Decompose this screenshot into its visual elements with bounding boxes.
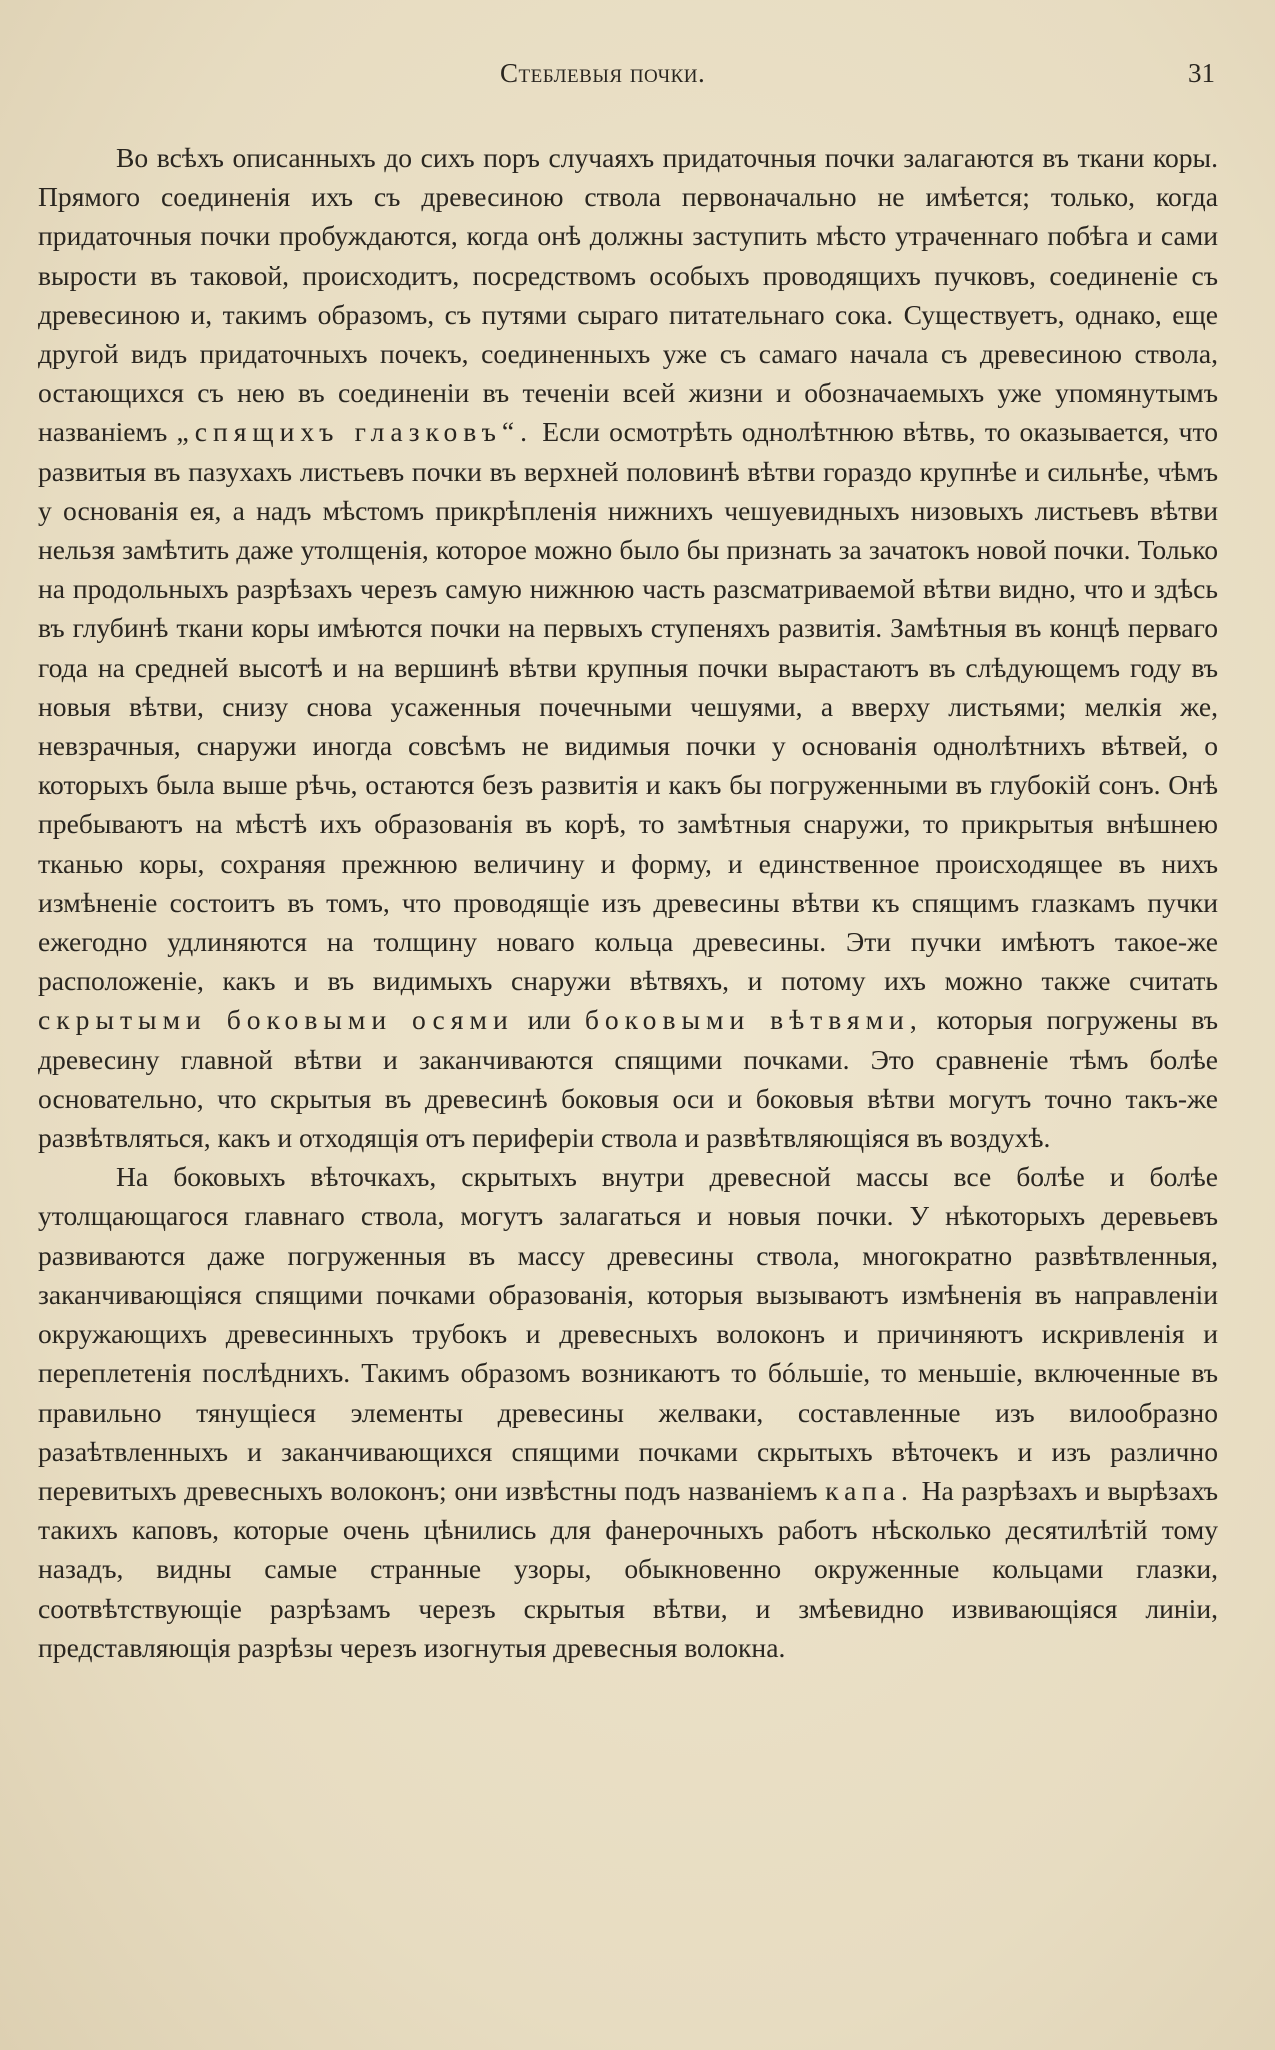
spaced-term-spyashchikh-glazkov: „спящихъ глазковъ“. (176, 416, 534, 448)
spaced-term-kapa: капа. (825, 1474, 914, 1506)
running-title: Стеблевыя почки. (500, 58, 706, 88)
text-segment: Во всѣхъ описанныхъ до сихъ поръ случаяхъ придаточныя почки залагаются въ ткани коры. Прямого соединенія ихъ съ древесиною ствола первоначально не имѣется; только, когда придаточныя почки пробуждаются, когда онѣ должны заступить мѣсто утраченнаго побѣга и сами вырости въ таковой, происходитъ, посредствомъ особыхъ проводящихъ пучковъ, соединеніе съ древесиною и, такимъ образомъ, съ путями сыраго питательнаго сока. Существуетъ, однако, еще другой видъ придаточныхъ почекъ, соединенныхъ уже съ самаго начала съ древесиною ствола, остающихся съ нею въ соединеніи въ теченіи всей жизни и обозначаемыхъ уже упомянутымъ названіемъ (38, 142, 1218, 448)
spaced-term-bokovye-vetvi: боковыми вѣтвями, (584, 1004, 923, 1036)
text-segment: На разрѣзахъ и вырѣзахъ такихъ каповъ, которые очень цѣнились для фанерочныхъ работъ нѣсколько десятилѣтій тому назадъ, видны самые странные узоры, обыкновенно окруженные кольцами глазки, соотвѣтствующіе разрѣзамъ черезъ скрытыя вѣтви, и змѣевидно извивающіяся линіи, представляющія разрѣзы черезъ изогнутыя древесныя волокна. (38, 1474, 1218, 1663)
text-segment: На боковыхъ вѣточкахъ, скрытыхъ внутри древесной массы все болѣе и болѣе утолщающагося главнаго ствола, могутъ залагаться и новыя почки. У нѣкоторыхъ деревьевъ развиваются даже погруженныя въ массу древесины ствола, многократно развѣтвленныя, заканчивающіяся спящими почками образованія, которыя вызываютъ измѣненія въ направленіи окружающихъ древесинныхъ трубокъ и древесныхъ волоконъ и причиняютъ искривленія и переплетенія послѣднихъ. Такимъ образомъ возникаютъ то бóльшіе, то меньшіе, включенные въ правильно тянущіеся элементы древесины желваки, составленные изъ вилообразно разаѣтвленныхъ и заканчивающихся спящими почками скрытыхъ вѣточекъ и изъ различно перевитыхъ древесныхъ волоконъ; они извѣстны подъ названіемъ (38, 1161, 1218, 1506)
paragraph-2 (38, 1157, 1218, 1667)
body-text (38, 138, 1218, 1667)
text-segment: которыя погружены въ древесину главной вѣтви и заканчиваются спящими почками. Это сравненіе тѣмъ болѣе основательно, что скрытыя въ древесинѣ боковыя оси и боковыя вѣтви могутъ точно такъ-же развѣтвляться, какъ и отходящія отъ периферіи ствола и развѣтвляющіяся въ воздухѣ. (38, 1004, 1218, 1154)
paragraph-1 (38, 138, 1218, 1157)
running-head (0, 58, 1275, 98)
page-number: 31 (1188, 58, 1215, 88)
text-segment: или (513, 1004, 585, 1036)
spaced-term-skrytye-osi: скрытыми боковыми осями (38, 1004, 514, 1036)
text-segment: Если осмотрѣть однолѣтнюю вѣтвь, то оказывается, что развитыя въ пазухахъ листьевъ почки въ верхней половинѣ вѣтви гораздо крупнѣе и сильнѣе, чѣмъ у основанія ея, а надъ мѣстомъ прикрѣпленія нижнихъ чешуевидныхъ низовыхъ листьевъ вѣтви нельзя замѣтить даже утолщенія, которое можно было бы признать за зачатокъ новой почки. Только на продольныхъ разрѣзахъ черезъ самую нижнюю часть разсматриваемой вѣтви видно, что и здѣсь въ глубинѣ ткани коры имѣются почки на первыхъ ступеняхъ развитія. Замѣтныя въ концѣ перваго года на средней высотѣ и на вершинѣ вѣтви крупныя почки вырастаютъ въ слѣдующемъ году въ новыя вѣтви, снизу снова усаженныя почечными чешуями, а вверху листьями; мелкія же, невзрачныя, снаружи иногда совсѣмъ не видимыя почки у основанія однолѣтнихъ вѣтвей, о которыхъ была выше рѣчь, остаются безъ развитія и какъ бы погруженными въ глубокій сонъ. Онѣ пребываютъ на мѣстѣ ихъ образованія въ корѣ, то замѣтныя снаружи, то прикрытыя внѣшнею тканью коры, сохраняя прежнюю величину и форму, и единственное происходящее въ нихъ измѣненіе состоитъ въ томъ, что проводящіе изъ древесины вѣтви къ спящимъ глазкамъ пучки ежегодно удлиняются на толщину новаго кольца древесины. Эти пучки имѣютъ такое-же расположеніе, какъ и въ видимыхъ снаружи вѣтвяхъ, и потому ихъ можно также считать (38, 416, 1218, 997)
